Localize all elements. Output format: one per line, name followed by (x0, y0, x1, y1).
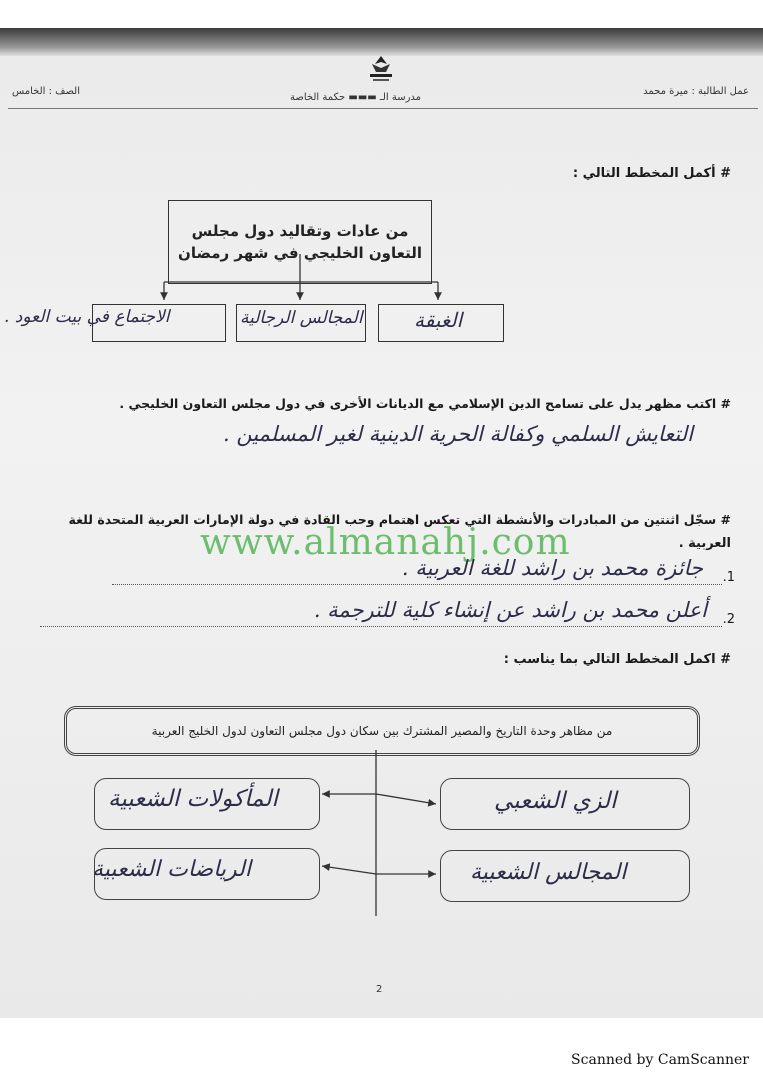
q4-answer-1: الزي الشعبي (494, 788, 617, 814)
q1-title: # أكمل المخطط التالي : (572, 166, 731, 181)
q3-item1-answer: جائزة محمد بن راشد للغة العربية . (401, 556, 703, 580)
q3-item2-number: 2. (722, 612, 735, 627)
page-number: 2 (376, 984, 383, 995)
q4-box-text: من مظاهر وحدة التاريخ والمصير المشترك بين سكان دول مجلس التعاون لدول الخليج العربية (151, 724, 613, 738)
q4-answer-4: الرياضات الشعبية (92, 857, 251, 882)
q3-title-line1: # سجّل اثنتين من المبادرات والأنشطة التي تعكس اهتمام وحب القادة في دولة الإمارات العربية المتحدة للغة (68, 512, 731, 527)
q1-box-line1: من عادات وتقاليد دول مجلس (191, 222, 409, 240)
q4-answer-3: المجالس الشعبية (470, 860, 627, 885)
q4-answer-2: المأكولات الشعبية (108, 786, 278, 812)
school-name: مدرسة الـ ▬▬▬ حكمة الخاصة (290, 92, 422, 103)
watermark-url: www.almanahj.com (200, 522, 571, 563)
grade-label: الصف : الخامس (12, 86, 81, 97)
q1-box-line2: التعاون الخليجي في شهر رمضان (178, 244, 422, 262)
q2-title: # اكتب مظهر يدل على تسامح الدين الإسلامي مع الديانات الأخرى في دول مجلس التعاون الخليجي . (119, 396, 731, 411)
q2-answer: التعايش السلمي وكفالة الحرية الدينية لغير المسلمين . (223, 422, 693, 446)
q3-item1-number: 1. (722, 570, 735, 585)
q3-title-line2: العربية . (678, 536, 731, 551)
q1-answer-2: المجالس الرجالية (240, 308, 363, 328)
student-name: عمل الطالبة : ميرة محمد (643, 86, 749, 97)
q1-answer-3: الاجتماع في بيت العود . (4, 307, 170, 327)
scanner-footer: Scanned by CamScanner (571, 1052, 749, 1068)
q3-item2-answer: أعلن محمد بن راشد عن إنشاء كلية للترجمة . (313, 598, 707, 622)
q1-answer-1: الغبقة (414, 308, 463, 332)
q4-title: # اكمل المخطط التالي بما يناسب : (503, 652, 731, 667)
scanned-page (0, 28, 763, 1018)
diagram-connectors (0, 28, 763, 1018)
